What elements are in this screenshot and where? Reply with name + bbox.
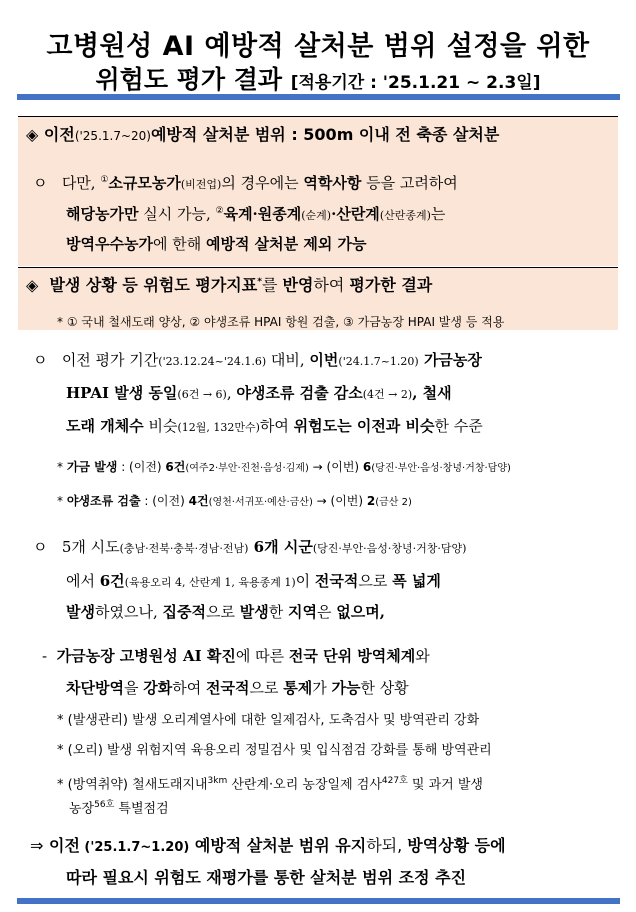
text: 하여 <box>313 275 350 295</box>
circle-bullet: ㅇ <box>33 538 48 556</box>
previous-period: ('25.1.7~20) <box>74 129 151 143</box>
text: * <box>57 460 67 474</box>
circled-number: ① <box>100 175 109 185</box>
text: 다만, <box>61 174 101 192</box>
text: * <box>57 494 67 508</box>
text: 없으며, <box>336 603 385 621</box>
previous-scope: 예방적 살처분 범위 : 500m 이내 전 축종 살처분 <box>150 125 500 144</box>
text: , 철새 <box>412 384 452 402</box>
text: 반영 <box>282 275 314 295</box>
section1-p1-line2 <box>66 201 445 226</box>
text: 특별점검 <box>114 801 169 817</box>
section2-p1-line2 <box>66 383 452 405</box>
text: 이전 평가 기간 <box>61 351 159 369</box>
section2-p2-line3 <box>66 602 385 622</box>
text: 및 과거 발생 <box>407 777 483 793</box>
text: (영천·서귀포·예산·금산) <box>208 497 313 508</box>
section1-p1-line1 <box>33 170 458 195</box>
text: 으로 <box>205 603 240 621</box>
section1-p1-line3 <box>66 234 367 254</box>
bottom-divider <box>17 898 620 904</box>
application-period: [적용기간 : '25.1.21 ~ 2.3일] <box>290 73 541 93</box>
text: (6건 → 6) <box>177 388 227 401</box>
circle-bullet: ㅇ <box>33 174 48 192</box>
text: 육계·원종계 <box>223 205 302 223</box>
text: 가능 <box>331 679 361 697</box>
text: 한 상황 <box>360 679 409 697</box>
text: 대비, <box>266 351 310 369</box>
detail-wild-birds <box>57 491 412 513</box>
subtitle-text: 위험도 평가 결과 <box>95 65 282 94</box>
text: 으로 <box>358 572 393 590</box>
text: 에서 <box>66 572 100 590</box>
text: 집중적 <box>162 603 206 621</box>
text: ('25.1.7~1.20) <box>79 840 190 855</box>
note-duck: * (오리) 발생 위험지역 육용오리 정밀검사 및 입식점검 강화를 통해 방역관리 <box>57 743 492 758</box>
text: 6건 <box>165 460 186 474</box>
text: 평가한 결과 <box>349 275 433 295</box>
text: 전국 단위 방역체계 <box>288 647 416 665</box>
text: 위험도는 이전과 비슷 <box>293 417 435 435</box>
text: 하여 <box>259 417 294 435</box>
text: (4건 → 2) <box>362 388 413 401</box>
text: 방역우수농가 <box>66 235 153 253</box>
text: 6 <box>362 460 372 474</box>
superscript: 56호 <box>94 800 115 810</box>
text: 을 <box>123 679 144 697</box>
text: 비슷 <box>143 417 178 435</box>
text: 방역상황 등에 <box>407 836 506 855</box>
section2-header <box>26 272 432 295</box>
text: 2 <box>366 494 376 508</box>
text: 를 <box>261 275 283 295</box>
circled-number: ② <box>215 206 224 216</box>
conclusion-line1 <box>30 836 506 858</box>
text: 한 수준 <box>434 417 483 435</box>
text: 야생조류 검출 감소 <box>236 384 363 402</box>
text: → (이번) <box>308 460 363 474</box>
label-previous: 이전 <box>43 125 75 144</box>
text: 하되, <box>366 836 408 855</box>
superscript: 3km <box>207 776 228 786</box>
text: 예방적 살처분 범위 <box>189 836 336 855</box>
conclusion-line2: 따라 필요시 위험도 재평가를 통한 살처분 범위 조정 추진 <box>66 868 467 887</box>
text: 등을 고려하여 <box>361 174 458 192</box>
text: 소규모농가 <box>108 174 181 192</box>
text: 유지 <box>335 836 367 855</box>
text: HPAI 발생 동일 <box>66 384 178 402</box>
document-title: 고병원성 AI 예방적 살처분 범위 설정을 위한 <box>46 31 590 62</box>
text: 해당농가만 <box>66 205 139 223</box>
text: → (이번) <box>312 494 367 508</box>
text: 5개 시도 <box>61 538 120 556</box>
text: 하였으나, <box>94 603 163 621</box>
text: 의 경우에는 <box>221 174 304 192</box>
text: 한 <box>268 603 288 621</box>
text: (산란종계) <box>379 209 431 222</box>
text: ('24.1.7~1.20) <box>338 355 419 368</box>
text: 에 한해 <box>152 235 206 253</box>
dash-bullet: - <box>42 647 48 665</box>
text: 통제 <box>283 679 313 697</box>
text: 와 <box>415 647 430 665</box>
text: 는 <box>430 205 446 223</box>
text: (금산 2) <box>375 497 412 508</box>
section2-p3-line1 <box>42 646 430 666</box>
text: 4건 <box>188 494 209 508</box>
section1-header <box>26 125 499 146</box>
text: 으로 <box>249 679 284 697</box>
text: 지역 <box>287 603 317 621</box>
section2-p1-line3 <box>66 416 483 438</box>
text: (육용오리 4, 산란계 1, 육용종계 1) <box>124 576 296 589</box>
text: 야생조류 검출 <box>66 494 141 508</box>
text: 가금농장 고병원성 AI 확진 <box>56 647 236 665</box>
section2-p1-line1 <box>33 350 482 372</box>
text: 6건 <box>99 572 125 590</box>
text: (비전업) <box>180 178 222 191</box>
text: (12월, 132만수) <box>177 421 260 434</box>
circle-bullet: ㅇ <box>33 351 48 369</box>
text: * (방역취약) 철새도래지내 <box>57 777 208 793</box>
document-subtitle <box>0 60 636 96</box>
detail-poultry <box>57 457 511 479</box>
text: (순계) <box>301 209 332 222</box>
text: (충남·전북·충북·경남·전남) <box>119 542 249 555</box>
text: 전국적 <box>314 572 359 590</box>
diamond-icon: ◈ <box>26 275 39 295</box>
superscript: 427호 <box>381 776 408 786</box>
text: ('23.12.24~'24.1.6) <box>158 355 267 368</box>
text: 도래 개체수 <box>66 417 144 435</box>
footnote-mark: * <box>257 277 262 287</box>
text: , <box>226 384 237 402</box>
text: 발생 상황 등 위험도 평가지표 <box>49 275 258 295</box>
text: 전국적 <box>205 679 250 697</box>
section2-footnote: * ① 국내 철새도래 양상, ② 야생조류 HPAI 항원 검출, ③ 가금농장 HPAI 발생 등 적용 <box>57 315 505 329</box>
text: 하여 <box>172 679 206 697</box>
text: : (이전) <box>117 460 166 474</box>
text: 강화 <box>143 679 173 697</box>
text: 실시 가능, <box>138 205 216 223</box>
text: 이전 <box>48 836 80 855</box>
text: 차단방역 <box>66 679 124 697</box>
text: : (이전) <box>140 494 189 508</box>
text: 폭 넓게 <box>392 572 441 590</box>
text: 역학사항 <box>303 174 362 192</box>
text: 산란계·오리 농장일제 검사 <box>227 777 382 793</box>
text: 농장 <box>69 801 95 817</box>
note-vulnerable-line2 <box>69 795 169 819</box>
text: (여주2·부안·진천·음성·김제) <box>185 463 309 474</box>
title-divider <box>17 94 620 100</box>
text: 예방적 살처분 제외 가능 <box>205 235 367 253</box>
section1-top-border <box>18 116 618 117</box>
text: 에 따른 <box>235 647 289 665</box>
note-vulnerable-line1 <box>57 771 483 795</box>
section2-p3-line2 <box>66 678 409 698</box>
section2-p2-line1 <box>33 537 466 559</box>
note-outbreak-management: * (발생관리) 발생 오리계열사에 대한 일제검사, 도축검사 및 방역관리 강화 <box>57 713 480 728</box>
text: (당진·부안·음성·창녕·거창·담양) <box>371 463 511 474</box>
text: 가금농장 <box>418 351 482 369</box>
diamond-icon: ◈ <box>26 125 39 144</box>
text: 이번 <box>309 351 339 369</box>
section2-p2-line2 <box>66 571 441 593</box>
text: 6개 시군 <box>248 538 313 556</box>
text: 가 <box>312 679 332 697</box>
text: 은 <box>316 603 337 621</box>
text: 발생 <box>239 603 269 621</box>
text: 발생 <box>66 603 95 621</box>
text: 가금 발생 <box>66 460 118 474</box>
text: (당진·부안·음성·창녕·거창·담양) <box>312 542 467 555</box>
text: ·산란계 <box>331 205 380 223</box>
text: 이 <box>295 572 315 590</box>
double-arrow-icon: ⇒ <box>30 836 44 855</box>
